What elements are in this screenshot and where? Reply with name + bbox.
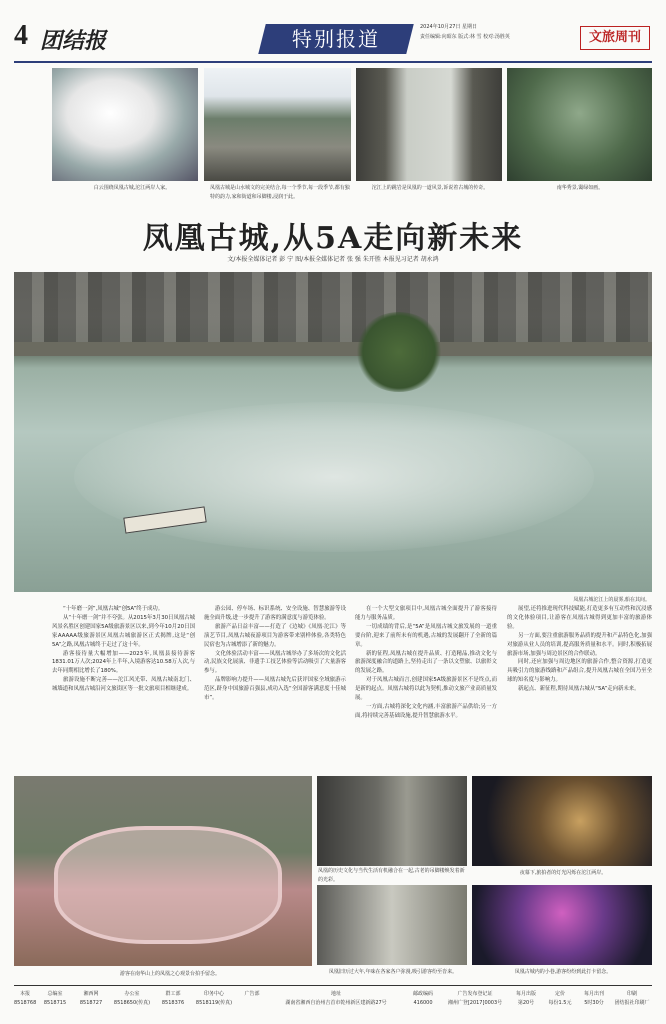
- caption-bottom-2: 凤凰的历史文化与当代生活有机融合在一起,古老的吊脚楼焕发着新的光彩。: [318, 868, 465, 883]
- paper-name: 团结报: [40, 28, 107, 54]
- caption-main: 凤凰古城沱江上的晨雾,船在其间。: [573, 597, 650, 603]
- footer-cell: 地址 湖南省湘西自治州吉首市乾州新区建新路27号: [285, 991, 387, 1006]
- footer-cell: 定价 每份1.5元: [548, 991, 572, 1006]
- caption-bottom-1: 游客在南华山上的凤凰之心观景台拍手留念。: [119, 971, 220, 977]
- article-column-1: “十年磨一剑”,凤凰古城“创5A”终于成功。 从“十年磨一剑”并不夸张。从2015年3月30日凤凰古城风景名胜区创建国家5A级旅游景区以来,到今年10月20日国家AAAAA级旅游景区凤凰古城旅游区正式揭牌,这是“创5A”之路,凤凰古城终于走过了这十年。 游客接待量大幅增加——2023年,凤凰县接待游客1831.01万人次;2024年上半年,入境游客达10.58万人次,与去年同期相比增长了180%。 旅游设施不断完善——沱江风光带、凤凰古城南北门、城墙道和凤凰古城沿河文旅街区等一批文旅项目相继建成。: [52, 606, 195, 693]
- platform-ring: [54, 826, 282, 944]
- article-column-2: 游公园、停车场、标识系统、安全设施、智慧旅游等设施全面升级,进一步提升了游客的满意度与游览体验。 旅游产品日益丰富——打造了《边城》《凤凰·沱江》等演艺节目,凤凰古城夜游项目为游客带来别样体验,各类特色民宿也为古城增添了新的魅力。 文化体验活动丰富——凤凰古城举办了多场次的文化活动,民族文化展演、非遗手工技艺体验等活动吸引了大量游客参与。 品牌影响力提升——凤凰古城先后获评国家全域旅游示范区,跻身中国旅游百强县,成功入选“全国游客满意度十佳城市”。: [204, 606, 346, 702]
- issue-meta: [420, 22, 510, 42]
- photo-river-steps: [356, 68, 502, 181]
- caption-bottom-5: 凤凰古城内的小巷,游客纷纷到此打卡留念。: [514, 969, 612, 975]
- footer-cell: 广告部: [244, 991, 260, 997]
- masthead-rule: [14, 61, 652, 63]
- caption-bottom-3: 夜幕下,旅拍者的灯光闪烁在沱江两岸。: [519, 870, 607, 876]
- caption-top-3: 沱江上的跳岩是凤凰的一道风景,诉说着古城的传奇。: [371, 185, 489, 191]
- article-column-4: 展望,还将推进现代科技赋能,打造更多有互动性和沉浸感的文化体验项目,让游客在凤凰古城得到更加丰富的旅游体验。 另一方面,要注重旅游服务品质的提升和产品特色化,加强对旅游从业人员的培训,提高服务质量和水平。同时,积极拓展旅游市场,加强与周边景区的合作联动。 同时,还应加强与周边地区的旅游合作,整合资源,打造更具吸引力的旅游线路和产品组合,提升凤凰古城在全国乃至全球的知名度与影响力。 新起点、新征程,期待凤凰古城从“5A”走向新未来。: [507, 606, 652, 693]
- tree: [354, 312, 444, 392]
- footer-cell: 总编室 8518715: [43, 991, 67, 1006]
- photo-new-year: [317, 885, 467, 965]
- byline: 文/本报全媒体记者 彭 宁 图/本报全媒体记者 张 强 朱开胜 本报见习记者 胡永鸿: [227, 256, 439, 263]
- masthead: [0, 0, 666, 62]
- main-photo-river: [14, 272, 652, 592]
- page-number: 4: [14, 20, 28, 51]
- photo-town-mountain: [204, 68, 351, 181]
- headline: 凤凰古城,从5A走向新未来: [142, 221, 524, 256]
- caption-top-2: 凤凰古城是山水城文的完美结合,每一个季节,每一段季节,都有独特的韵力,家和街道和吊脚楼,浸润于此。: [210, 185, 350, 200]
- footer-cell: 邮政编码 416000: [412, 991, 433, 1006]
- caption-top-4: 南华秀景,霭绿如画。: [556, 185, 604, 191]
- footer-cell: 广告发布登记证 湘州广登[2017]0003号: [447, 991, 503, 1006]
- date-line: 2024年10月27日 星期日: [420, 24, 478, 30]
- photo-alley-lights: [472, 885, 652, 965]
- photo-clouds: [52, 68, 198, 181]
- footer-cell: 每月出刊 5时30分: [583, 991, 604, 1006]
- photo-green-hills: [507, 68, 652, 181]
- caption-top-1: 白云围绕凤凰古城,沱江两岸人家。: [93, 185, 171, 191]
- town-roofs: [14, 272, 652, 342]
- footer-cell: 本报 8518768: [14, 991, 37, 1006]
- article-column-3: 在一个大型文旅项目中,凤凰古城全面提升了游客接待能力与服务品质。 一切成绩的背后,是“5A”是凤凰古城文旅发展的一道重要台阶,迎来了前所未有的机遇,古城的发展翻开了全新的篇章。 新的征程,凤凰古城在提升品质、打造精品,推动文化与旅游深度融合的道路上,坚持走出了一条以文塑旅、以旅彰文的发展之路。 对于凤凰古城而言,创建国家5A级旅游景区不是终点,而是新的起点。凤凰古城将以此为契机,推动文旅产业高质量发展。 一方面,古城将深化文化内涵,丰富旅游产品供给;另一方面,将持续完善基础设施,提升智慧旅游水平。: [355, 606, 497, 719]
- weekly-stamp: 文旅周刊: [580, 26, 650, 50]
- footer-cell: 印刷 团结报社印刷厂: [614, 991, 650, 1006]
- photo-heart-platform: [14, 776, 312, 966]
- footer-cell: 办公室 8518650(传真): [113, 991, 151, 1006]
- footer-cell: 群工部 8518376: [161, 991, 185, 1006]
- footer-cell: 湘西网 8518727: [79, 991, 103, 1006]
- footer-cell: 印务中心 8518119(传真): [195, 991, 233, 1006]
- photo-stilt-houses: [317, 776, 467, 866]
- editors-line: 责任编辑:向昭东 版式:林 雪 校对:汤胜英: [420, 34, 510, 40]
- caption-bottom-4: 凤凰旧历过大年,年味在各家各户弥漫,吸引游客纷至沓来。: [328, 969, 458, 975]
- photo-night-river: [472, 776, 652, 866]
- riverbank: [14, 342, 652, 356]
- section-banner: 特别报道: [258, 24, 413, 54]
- footer-cell: 每月出版 第20号: [515, 991, 536, 1006]
- footer-info: [14, 985, 652, 1016]
